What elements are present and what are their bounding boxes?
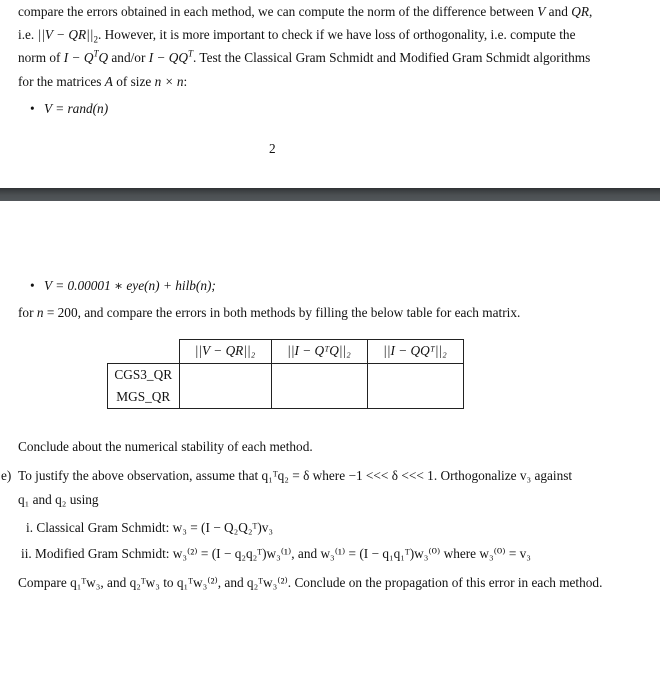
- math-n-by-n: n × n: [154, 74, 184, 89]
- text: To justify the above observation, assume that q₁ᵀq₂ = δ where −1 <<< δ <<< 1. Orthogonalize v₃ against: [18, 468, 573, 483]
- bullet-item-hilb: [30, 278, 216, 294]
- text: of size: [112, 74, 155, 89]
- list-item-text: Classical Gram Schmidt: w₃ = (I − Q₂Q₂ᵀ)v₃: [36, 520, 274, 535]
- math-QR: QR: [571, 4, 589, 19]
- part-e-line-1: [18, 468, 572, 484]
- text: and: [545, 4, 572, 19]
- list-item-label: ii.: [21, 546, 32, 561]
- table-cell: [367, 386, 463, 409]
- bullet-item-rand: [30, 101, 108, 117]
- bullet-icon: •: [30, 101, 35, 116]
- list-item-text: Modified Gram Schmidt: w₃⁽²⁾ = (I − q₂q₂ᵀ)w₃⁽¹⁾, and w₃⁽¹⁾ = (I − q₁q₁ᵀ)w₃⁽⁰⁾ where w₃⁽⁰⁾ = v₃: [35, 546, 531, 561]
- math-hilb: V = 0.00001 ∗ eye(n) + hilb(n);: [44, 278, 216, 293]
- math-V: V: [537, 4, 546, 19]
- superscript: T: [187, 48, 193, 59]
- table-header: ||I − QQᵀ||₂: [367, 340, 463, 364]
- conclude-line: Conclude about the numerical stability of each method.: [18, 439, 313, 454]
- math-norm-V-QR: ||V − QR||: [37, 27, 94, 42]
- math: I − QQ: [148, 50, 188, 65]
- list-item-label: i.: [26, 520, 34, 535]
- row-label: CGS3_QR: [108, 363, 180, 386]
- paragraph-line-1: [18, 4, 592, 20]
- math-n: n: [36, 305, 44, 320]
- text: Compare q₁ᵀw₃, and q₂ᵀw₃ to q₁ᵀw₃⁽²⁾, and q₂ᵀw₃⁽²⁾. Conclude on the propagation of this error in each method.: [18, 575, 603, 590]
- table-header-row: [108, 340, 464, 364]
- table-cell: [179, 386, 271, 409]
- table-cell: [271, 386, 367, 409]
- table-row: [108, 363, 464, 386]
- text: for: [18, 305, 37, 320]
- page-number: 2: [269, 141, 276, 156]
- part-e-line-2: [18, 492, 99, 508]
- list-item-classical: [26, 520, 273, 536]
- superscript: T: [93, 48, 99, 59]
- table-corner: [108, 340, 180, 364]
- math-A: A: [104, 74, 113, 89]
- text: compare the errors obtained in each method, we can compute the norm of the difference between: [18, 4, 538, 19]
- row-label: MGS_QR: [108, 386, 180, 409]
- math: I − Q: [63, 50, 94, 65]
- paragraph-line-4: [18, 74, 187, 90]
- text: = 200, and compare the errors in both methods by filling the below table for each matrix.: [43, 305, 521, 320]
- text: norm of: [18, 50, 64, 65]
- paragraph-line-2: [18, 27, 575, 43]
- math: Q: [98, 50, 109, 65]
- table-cell: [271, 363, 367, 386]
- math-rand: V = rand(n): [44, 101, 109, 116]
- for-n-line: [18, 305, 520, 321]
- table-header: ||V − QR||₂: [179, 340, 271, 364]
- page-break-separator: [0, 188, 660, 201]
- table-header: ||I − QᵀQ||₂: [271, 340, 367, 364]
- text: i.e.: [18, 27, 38, 42]
- bullet-icon: •: [30, 278, 35, 293]
- paragraph-line-3: [18, 50, 590, 66]
- text: for the matrices: [18, 74, 105, 89]
- text: . However, it is more important to check if we have loss of orthogonality, i.e. compute the: [97, 27, 576, 42]
- text: q₁ and q₂ using: [18, 492, 99, 507]
- text: . Test the Classical Gram Schmidt and Modified Gram Schmidt algorithms: [192, 50, 591, 65]
- text: :: [183, 74, 188, 89]
- text: ,: [588, 4, 593, 19]
- subscript: 2: [93, 34, 98, 45]
- results-table: [107, 339, 464, 409]
- compare-line: [18, 575, 602, 591]
- part-e-label: e): [1, 468, 12, 483]
- table-row: [108, 386, 464, 409]
- table-cell: [179, 363, 271, 386]
- list-item-modified: [21, 546, 531, 562]
- table-cell: [367, 363, 463, 386]
- text: and/or: [108, 50, 149, 65]
